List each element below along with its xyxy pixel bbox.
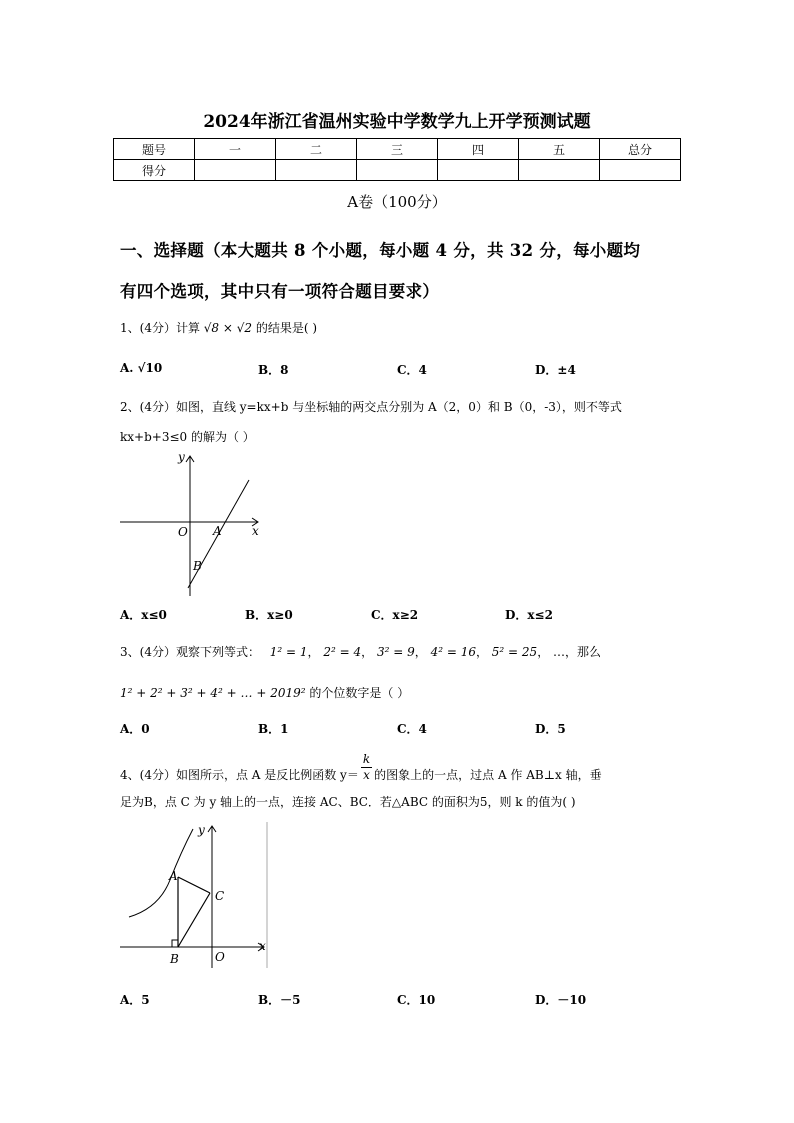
point-label-a: A <box>169 869 178 883</box>
score-table-cell: 总分 <box>600 139 681 160</box>
exam-title: 2024年浙江省温州实验中学数学九上开学预测试题 <box>203 112 591 132</box>
score-table-empty-cell <box>600 160 681 181</box>
math-expression: 2² = 4 <box>323 645 362 659</box>
question-4-stem-line: 足为B，点 C 为 y 轴上的一点，连接 AC、BC．若△ABC 的面积为5，则 k 的值为( ) <box>120 795 576 809</box>
math-expression: 1² + 2² + 3² + 4² + … + 2019² <box>120 686 306 700</box>
score-table-empty-cell <box>195 160 276 181</box>
score-table-header-row <box>114 139 681 160</box>
question-text: 1、(4分）计算 <box>120 321 200 335</box>
question-3-stem-line: 3、(4分）观察下列等式： 1² = 1， 2² = 4， 3² = 9， 4² = 16， 5² = 25， …，那么 <box>120 645 602 659</box>
question-4-figure <box>115 820 275 970</box>
question-text: 的个位数字是（ ） <box>309 686 410 700</box>
question-text: 的结果是( ) <box>255 321 318 335</box>
option-c: C．4 <box>397 722 427 736</box>
math-expression: 4² = 16 <box>430 645 476 659</box>
option-a: A. √10 <box>120 361 163 375</box>
question-2-stem-line: 2、(4分）如图，直线 y=kx+b 与坐标轴的两交点分别为 A（2，0）和 B（0，-3），则不等式 <box>120 400 622 414</box>
segment-bc <box>178 893 210 947</box>
option-a: A．0 <box>120 722 150 736</box>
option-d: D．x≤2 <box>505 608 553 622</box>
option-a: A．x≤0 <box>120 608 167 622</box>
question-text: 的图象上的一点，过点 A 作 AB⊥x 轴，垂 <box>374 768 602 782</box>
option-c: C．4 <box>397 363 427 377</box>
question-4-stem-line <box>120 752 602 792</box>
score-table-cell: 五 <box>519 139 600 160</box>
option-d: D．5 <box>535 722 566 736</box>
fraction-numerator: k <box>362 752 371 766</box>
question-2-figure <box>112 448 272 600</box>
part-one-heading <box>120 230 690 312</box>
point-label-a: A <box>213 524 222 538</box>
option-b: B．x≥0 <box>245 608 293 622</box>
point-label-b: B <box>193 559 202 573</box>
axis-label-y: y <box>178 450 185 464</box>
score-table-empty-cell <box>438 160 519 181</box>
question-text: 3、(4分）观察下列等式： <box>120 645 260 659</box>
score-table-cell: 题号 <box>114 139 195 160</box>
section-heading: A卷（100分） <box>347 193 447 211</box>
segment-ac <box>178 877 210 893</box>
score-table-cell: 四 <box>438 139 519 160</box>
question-3-stem-line <box>120 684 409 701</box>
hyperbola-curve <box>129 829 193 917</box>
score-table-empty-cell <box>357 160 438 181</box>
point-label-o: O <box>178 525 188 539</box>
axis-label-y: y <box>198 823 205 837</box>
score-table-empty-cell <box>276 160 357 181</box>
part-one-heading-line: 一、选择题（本大题共 8 个小题，每小题 4 分，共 32 分，每小题均 <box>120 241 641 260</box>
score-table <box>113 138 681 181</box>
math-expression: 1² = 1 <box>269 645 308 659</box>
axis-label-x: x <box>252 524 259 538</box>
score-table-empty-cell <box>519 160 600 181</box>
fraction-k-over-x <box>361 752 372 783</box>
score-table-score-row <box>114 160 681 181</box>
axis-label-x: x <box>259 939 266 953</box>
score-table-cell: 得分 <box>114 160 195 181</box>
question-1-stem <box>120 319 317 336</box>
score-table-cell: 二 <box>276 139 357 160</box>
option-a: A．5 <box>120 993 150 1007</box>
math-expression: √8 × √2 <box>203 321 253 335</box>
option-d: D．－10 <box>535 993 587 1007</box>
point-label-b: B <box>170 952 179 966</box>
option-d: D．±4 <box>535 363 576 377</box>
option-b: B．8 <box>258 363 289 377</box>
option-b: B．1 <box>258 722 289 736</box>
option-b: B．－5 <box>258 993 301 1007</box>
question-text: …，那么 <box>553 645 602 659</box>
fraction-denominator: x <box>363 768 370 782</box>
point-label-c: C <box>215 889 225 903</box>
right-angle-mark <box>172 940 178 947</box>
score-table-cell: 三 <box>357 139 438 160</box>
point-label-o: O <box>215 950 225 964</box>
math-expression: 5² = 25 <box>491 645 538 659</box>
part-one-heading-line: 有四个选项，其中只有一项符合题目要求） <box>120 282 440 301</box>
question-2-stem-line: kx+b+3≤0 的解为（ ） <box>120 430 255 444</box>
question-text: 4、(4分）如图所示，点 A 是反比例函数 y＝ <box>120 768 359 782</box>
option-c: C．10 <box>397 993 436 1007</box>
score-table-cell: 一 <box>195 139 276 160</box>
math-expression: 3² = 9 <box>376 645 415 659</box>
option-c: C．x≥2 <box>371 608 419 622</box>
